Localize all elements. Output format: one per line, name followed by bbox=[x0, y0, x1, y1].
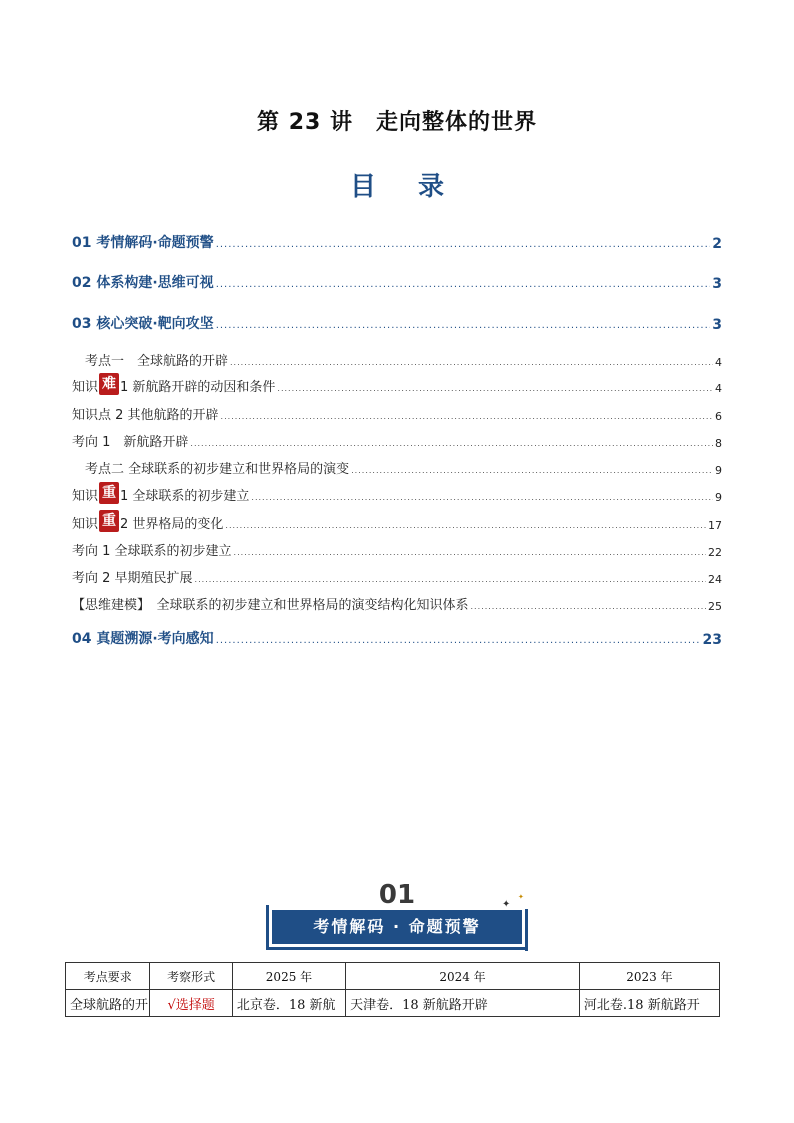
toc-leader-dots bbox=[216, 319, 711, 333]
toc-item[interactable] bbox=[72, 377, 722, 395]
table-header-cell: 2025 年 bbox=[232, 963, 345, 990]
toc-leader-dots bbox=[216, 634, 701, 648]
table-cell: 北京卷．18 新航 bbox=[232, 990, 345, 1017]
toc-item[interactable] bbox=[72, 486, 722, 504]
toc-item-label bbox=[72, 404, 219, 423]
toc-page-number: 9 bbox=[715, 491, 722, 504]
toc-page-number: 22 bbox=[708, 546, 722, 559]
toc-item[interactable] bbox=[72, 628, 722, 648]
table-cell: √选择题 bbox=[150, 990, 232, 1017]
toc-item[interactable] bbox=[72, 432, 722, 450]
toc-item-text: 考向 1 全球联系的初步建立 bbox=[72, 544, 232, 559]
toc-item-label bbox=[72, 373, 275, 395]
toc-item[interactable] bbox=[72, 313, 722, 333]
toc-page-number: 25 bbox=[708, 600, 722, 613]
toc-item-text: 1 新航路开辟的动因和条件 bbox=[120, 380, 276, 395]
toc-item-text: 考向 2 早期殖民扩展 bbox=[72, 571, 193, 586]
table-cell: 全球航路的开 bbox=[66, 990, 150, 1017]
toc-page-number: 3 bbox=[712, 317, 722, 333]
toc-leader-dots bbox=[225, 519, 706, 532]
toc-item[interactable] bbox=[72, 595, 722, 613]
toc-item-text: 考点一 全球航路的开辟 bbox=[72, 354, 229, 369]
toc-item-text: 知识 bbox=[72, 517, 99, 532]
toc-page-number: 3 bbox=[712, 276, 722, 292]
table-cell: 河北卷.18 新航路开 bbox=[579, 990, 719, 1017]
toc-leader-dots bbox=[234, 546, 706, 559]
table-header-row bbox=[66, 963, 720, 990]
toc-page-number: 6 bbox=[715, 410, 722, 423]
section-number: 01 bbox=[378, 880, 416, 910]
toc-item-label bbox=[72, 567, 193, 586]
difficulty-badge: 重 bbox=[99, 510, 119, 532]
toc-item-label bbox=[72, 594, 469, 613]
toc-item[interactable] bbox=[72, 568, 722, 586]
toc-item-label bbox=[72, 458, 349, 477]
toc-item-label: 02 体系构建·思维可视 bbox=[72, 275, 214, 291]
sparkle-icon: ✦ bbox=[502, 899, 511, 910]
toc-item[interactable] bbox=[72, 459, 722, 477]
toc-leader-dots bbox=[277, 382, 713, 395]
page-title: 第 23 讲 走向整体的世界 bbox=[257, 110, 537, 135]
toc-item[interactable] bbox=[72, 514, 722, 532]
sparkle-small-icon: ✦ bbox=[518, 893, 524, 901]
toc-heading: 目录 bbox=[349, 172, 486, 202]
toc-page-number: 9 bbox=[715, 464, 722, 477]
table-row bbox=[66, 990, 720, 1017]
toc-item-text: 2 世界格局的变化 bbox=[120, 517, 224, 532]
toc-item[interactable] bbox=[72, 232, 722, 252]
toc-item-label: 03 核心突破·靶向攻坚 bbox=[72, 316, 214, 332]
toc-page-number: 4 bbox=[715, 382, 722, 395]
toc-leader-dots bbox=[251, 491, 713, 504]
toc-item-label: 04 真题溯源·考向感知 bbox=[72, 631, 214, 647]
toc-item-text: 考点二 全球联系的初步建立和世界格局的演变 bbox=[72, 462, 350, 477]
toc-leader-dots bbox=[216, 238, 711, 252]
section-banner-title: 考情解码 · 命题预警 bbox=[272, 910, 522, 944]
toc-item-label bbox=[72, 350, 228, 369]
toc-item-text: 【思维建模】 全球联系的初步建立和世界格局的演变结构化知识体系 bbox=[72, 598, 469, 613]
toc-leader-dots bbox=[221, 410, 713, 423]
toc-page-number: 4 bbox=[715, 356, 722, 369]
table-cell: 天津卷．18 新航路开辟 bbox=[346, 990, 580, 1017]
toc-item-label bbox=[72, 431, 188, 450]
toc-item[interactable] bbox=[72, 272, 722, 292]
difficulty-badge: 重 bbox=[99, 482, 119, 504]
toc-leader-dots bbox=[195, 573, 706, 586]
toc-item[interactable] bbox=[72, 351, 722, 369]
table-header-cell: 考察形式 bbox=[150, 963, 232, 990]
toc-leader-dots bbox=[190, 437, 713, 450]
toc-item-label: 01 考情解码·命题预警 bbox=[72, 235, 214, 251]
toc-leader-dots bbox=[351, 464, 713, 477]
table-header-cell: 2024 年 bbox=[346, 963, 580, 990]
toc-item-text: 知识 bbox=[72, 489, 99, 504]
toc-page-number: 8 bbox=[715, 437, 722, 450]
toc-page-number: 23 bbox=[702, 632, 722, 648]
toc-item-text: 1 全球联系的初步建立 bbox=[120, 489, 250, 504]
exam-table bbox=[65, 962, 720, 1017]
toc-item-text: 知识 bbox=[72, 380, 99, 395]
toc-item-label bbox=[72, 540, 232, 559]
difficulty-badge: 难 bbox=[99, 373, 119, 395]
toc-item-text: 知识点 2 其他航路的开辟 bbox=[72, 408, 219, 423]
toc-item-label bbox=[72, 482, 249, 504]
toc-leader-dots bbox=[471, 600, 706, 613]
toc-page-number: 24 bbox=[708, 573, 722, 586]
table-header-cell: 2023 年 bbox=[579, 963, 719, 990]
toc-item-text: 考向 1 新航路开辟 bbox=[72, 435, 189, 450]
toc-item-label bbox=[72, 510, 223, 532]
toc-item[interactable] bbox=[72, 405, 722, 423]
toc-page-number: 2 bbox=[712, 236, 722, 252]
toc-item[interactable] bbox=[72, 541, 722, 559]
toc-leader-dots bbox=[216, 278, 711, 292]
toc-leader-dots bbox=[230, 356, 713, 369]
toc-page-number: 17 bbox=[708, 519, 722, 532]
table-header-cell: 考点要求 bbox=[66, 963, 150, 990]
